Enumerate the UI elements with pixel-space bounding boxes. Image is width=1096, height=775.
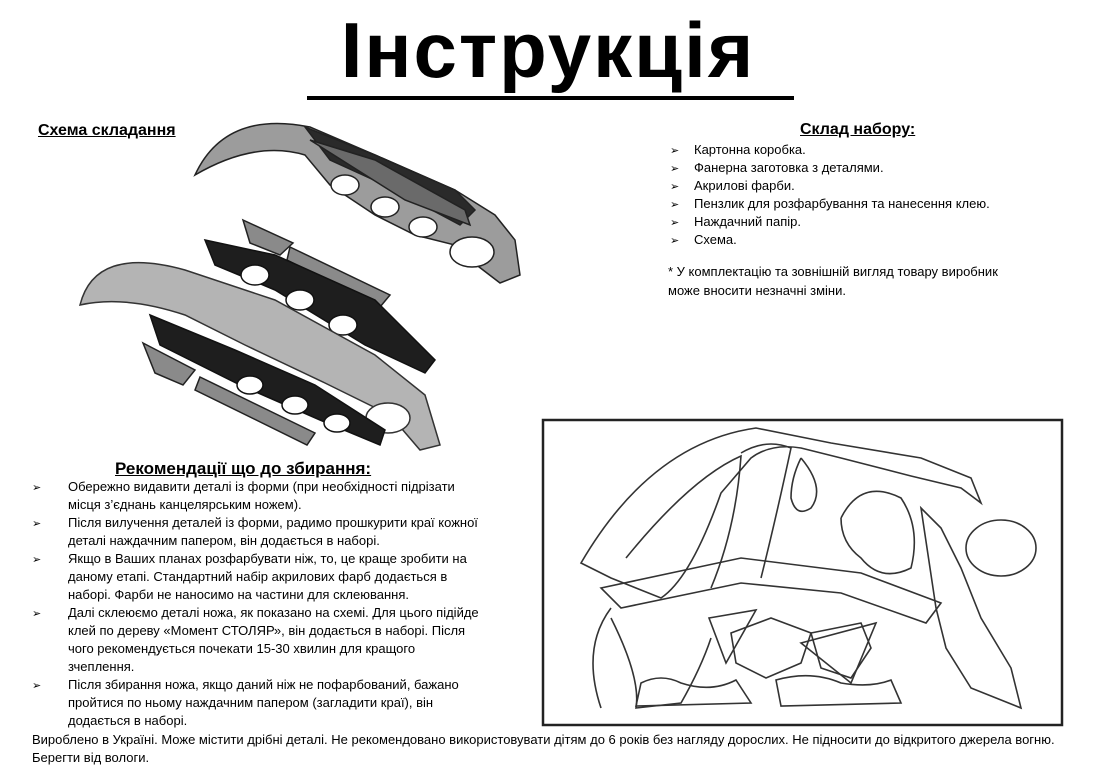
arrow-bullet-icon: ➢ xyxy=(670,145,680,157)
arrow-bullet-icon: ➢ xyxy=(32,608,42,620)
arrow-bullet-icon: ➢ xyxy=(670,235,680,247)
list-item: ➢ Далі склеюємо деталі ножа, як показано на схемі. Для цього підійде клей по дереву «Момент СТОЛЯР», він додається в наборі. Після чого рекомендується почекати 15-30 хвилин для кращого зчеплення. xyxy=(32,605,479,674)
title-underline xyxy=(307,96,794,100)
list-item: ➢ Фанерна заготовка з деталями. xyxy=(668,159,1068,177)
arrow-bullet-icon: ➢ xyxy=(32,554,42,566)
list-item: ➢ Після збирання ножа, якщо даний ніж не пофарбований, бажано пройтися по ньому наждачним папером (загладити краї), він додається в наборі. xyxy=(32,677,459,728)
page-title: Інструкція xyxy=(340,6,756,94)
arrow-bullet-icon: ➢ xyxy=(670,181,680,193)
recommendations-list xyxy=(32,478,482,730)
parts-sheet-diagram xyxy=(541,418,1065,728)
list-item: ➢ Після вилучення деталей із форми, радимо прошкурити краї кожної деталі наждачним папером, він додається в наборі. xyxy=(32,515,478,548)
list-item: ➢ Обережно видавити деталі із форми (при необхідності підрізати місця з’єднань канцелярським ножем). xyxy=(32,479,455,512)
kit-list xyxy=(668,141,1068,249)
arrow-bullet-icon: ➢ xyxy=(670,163,680,175)
kit-note: * У комплектацію та зовнішній вигляд товару виробник може вносити незначні зміни. xyxy=(668,264,998,298)
arrow-bullet-icon: ➢ xyxy=(32,518,42,530)
arrow-bullet-icon: ➢ xyxy=(670,199,680,211)
arrow-bullet-icon: ➢ xyxy=(32,680,42,692)
recommendations-heading: Рекомендації що до збирання: xyxy=(115,459,372,478)
assembly-heading: Схема складання xyxy=(38,122,176,139)
list-item: ➢ Акрилові фарби. xyxy=(668,177,1068,195)
list-item: ➢ Картонна коробка. xyxy=(668,141,1068,159)
list-item: ➢ Схема. xyxy=(668,231,1068,249)
arrow-bullet-icon: ➢ xyxy=(670,217,680,229)
kit-heading: Склад набору: xyxy=(800,121,916,138)
list-item: ➢ Пензлик для розфарбування та нанесення клею. xyxy=(668,195,1068,213)
list-item: ➢ Наждачний папір. xyxy=(668,213,1068,231)
arrow-bullet-icon: ➢ xyxy=(32,482,42,494)
list-item: ➢ Якщо в Ваших планах розфарбувати ніж, то, це краще зробити на даному етапі. Стандартний набір акрилових фарб додається в наборі. Фарби не наносимо на частини для склеювання. xyxy=(32,551,467,602)
footer-disclaimer: Вироблено в Україні. Може містити дрібні деталі. Не рекомендовано використовувати дітям до 6 років без нагляду дорослих. Не підносити до відкритого джерела вогню. Берегти від вологи. xyxy=(32,732,1055,765)
assembly-diagram xyxy=(75,115,525,460)
